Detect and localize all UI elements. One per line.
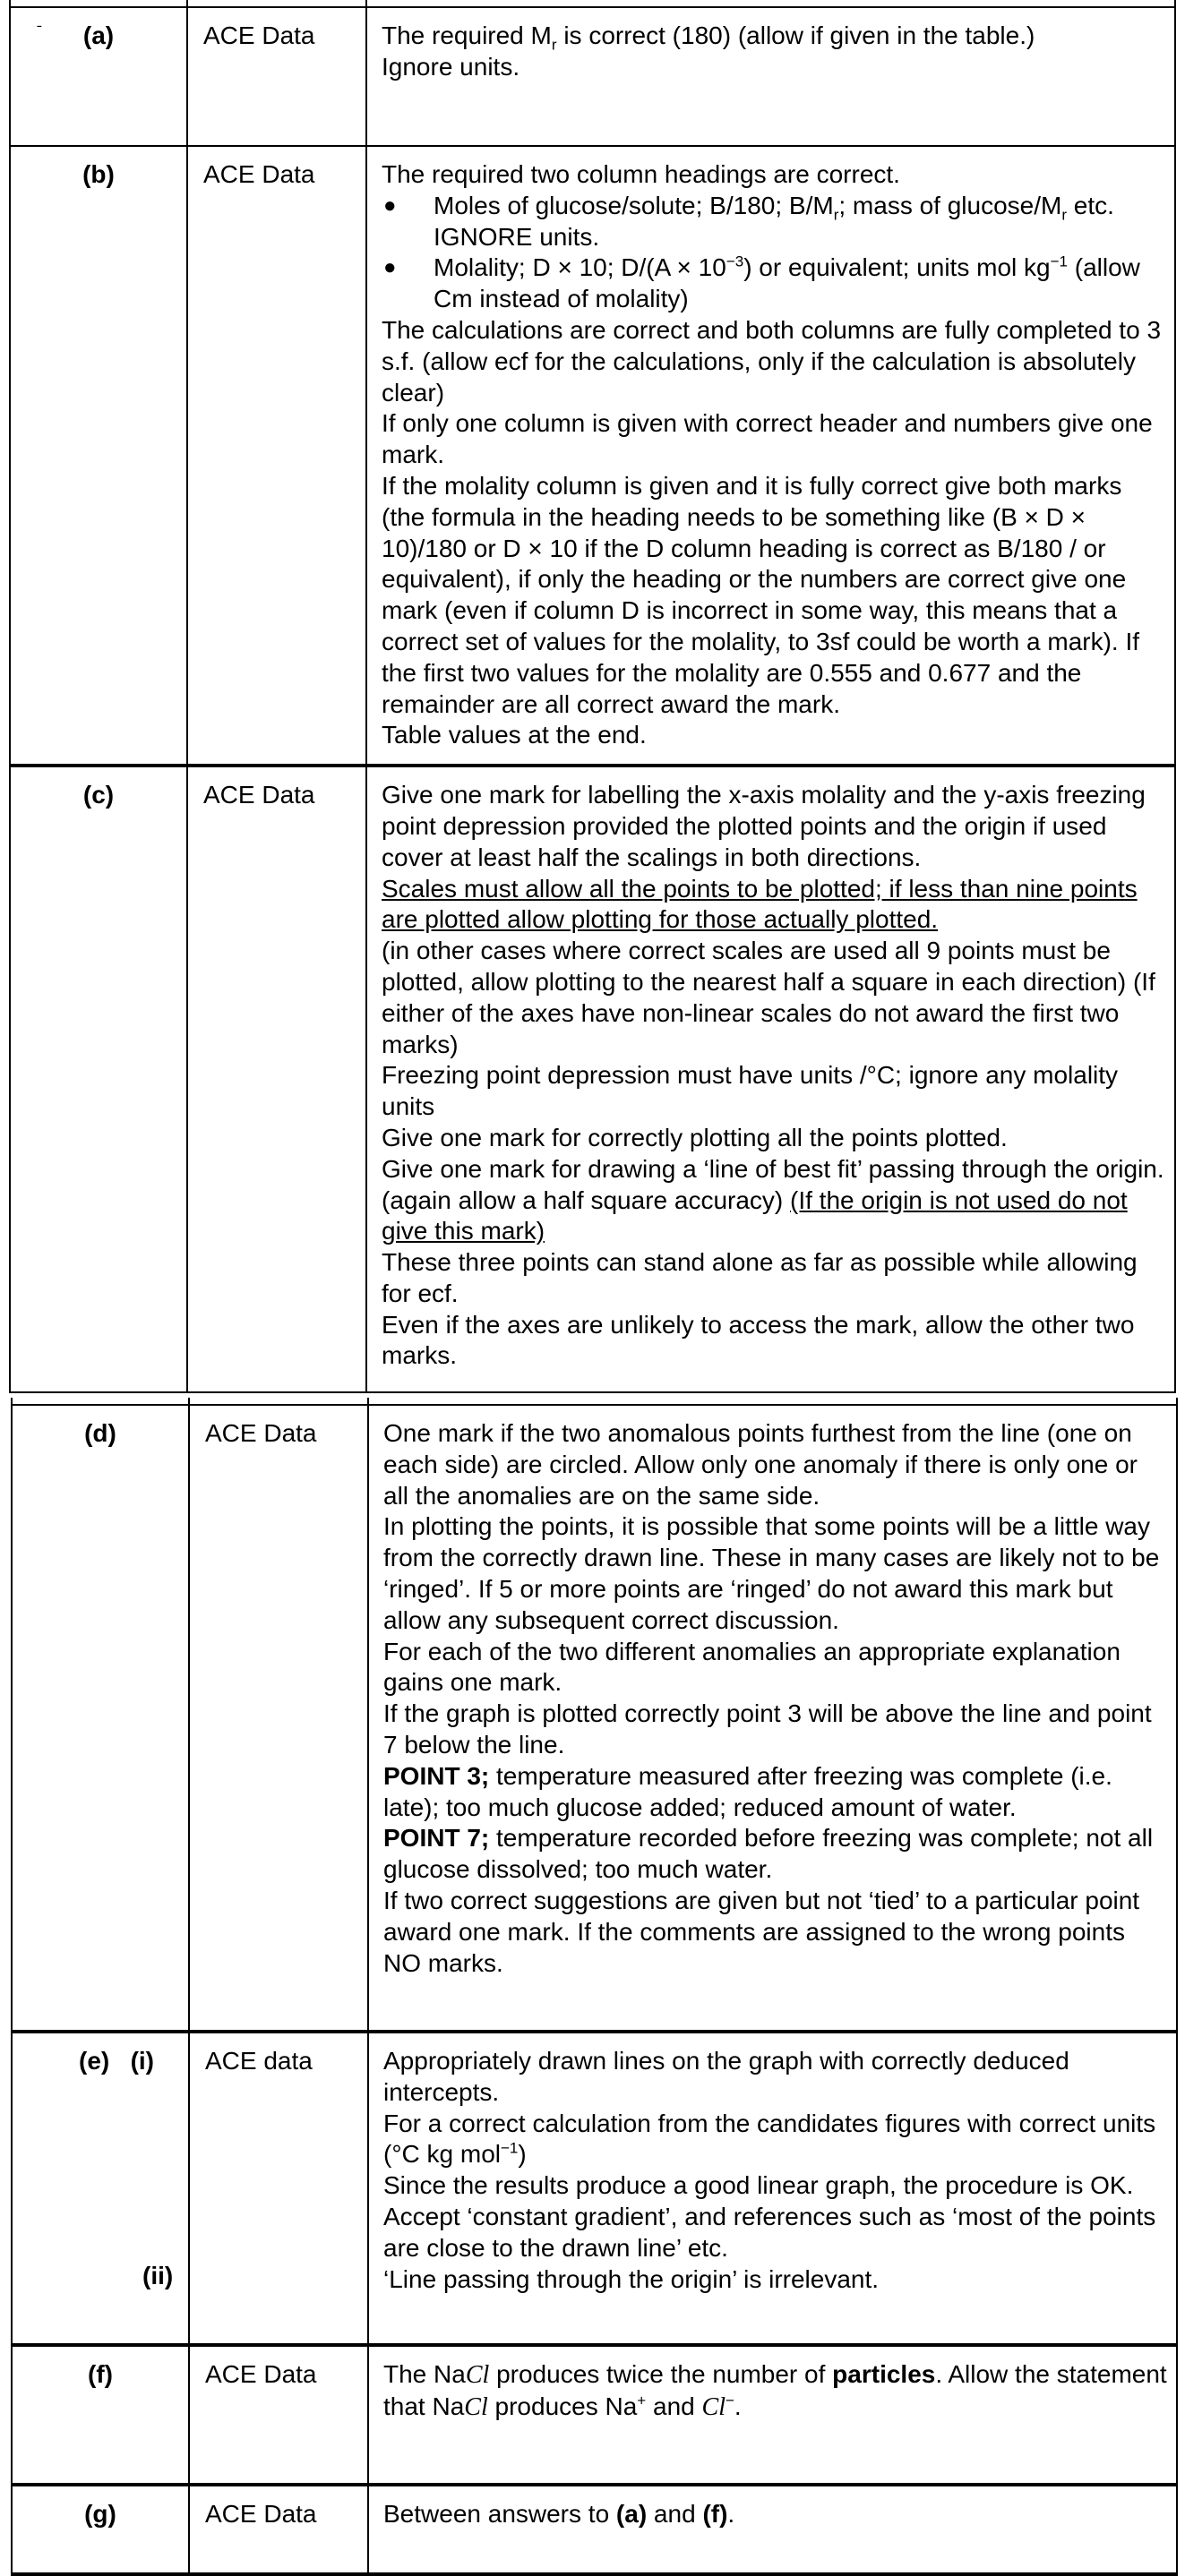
bullet-icon: ● xyxy=(383,255,397,280)
reference-label: ACE Data xyxy=(203,781,315,809)
row-e xyxy=(12,2032,1177,2345)
guidance-paragraph: Between answers to (a) and (f). xyxy=(383,2500,735,2528)
guidance-paragraph: Accept ‘constant gradient’, and references such as ‘most of the points are close to the drawn line’ etc. xyxy=(383,2202,1156,2262)
bottom-border-stub xyxy=(367,2498,369,2512)
guidance-cell xyxy=(366,146,1175,766)
guidance-paragraph: The calculations are correct and both columns are fully completed to 3 s.f. (allow ecf for the calculations, only if the calculation is absolutely clear) xyxy=(382,315,1162,407)
guidance-cell xyxy=(366,766,1175,1392)
reference-cell xyxy=(189,2485,368,2574)
row-c xyxy=(10,766,1175,1392)
guidance-paragraph: Appropriately drawn lines on the graph with correctly deduced intercepts. xyxy=(383,2047,1069,2106)
guidance-paragraph: POINT 7; temperature recorded before freezing was complete; not all glucose dissolved; too much water. xyxy=(383,1824,1154,1884)
guidance-line: Ignore units. xyxy=(382,52,520,81)
guidance-paragraph: In plotting the points, it is possible that some points will be a little way from the correctly drawn line. These in many cases are likely not to be ‘ringed’. If 5 or more points are ‘ringed’ do not award this mark but allow any subsequent correct discussion. xyxy=(383,1512,1160,1634)
guidance-paragraph: One mark if the two anomalous points furthest from the line (one on each side) are circled. Allow only one anomaly if there is only one or all the anomalies are on the same side. xyxy=(383,1419,1138,1510)
row-b xyxy=(10,146,1175,766)
row-f xyxy=(12,2345,1177,2485)
guidance-cell xyxy=(368,2032,1177,2345)
question-label: (e) (i) xyxy=(79,2047,155,2075)
question-label: (b) xyxy=(82,160,115,188)
question-cell xyxy=(12,2345,189,2485)
guidance-cell xyxy=(368,2345,1177,2485)
guidance-paragraph: If only one column is given with correct header and numbers give one mark. xyxy=(382,409,1153,469)
question-label: (g) xyxy=(84,2500,116,2528)
guidance-paragraph: Freezing point depression must have units /°C; ignore any molality units xyxy=(382,1061,1119,1121)
guidance-paragraph-underlined: Scales must allow all the points to be plotted; if less than nine points are plotted allow plotting for those actually plotted. xyxy=(382,874,1138,934)
reference-cell xyxy=(189,1405,368,2032)
guidance-paragraph: If the molality column is given and it is fully correct give both marks (the formula in the heading needs to be something like (B × D × 10)/180 or D × 10 if the D column heading is correct as B/180 / or equivalent), if only the heading or the numbers are correct give one mark (even if column D is incorrect in some way, this means that a correct set of values for the molality, to 3sf could be worth a mark). If the first two values for the molality are 0.555 and 0.677 and the remainder are all correct award the mark. xyxy=(382,471,1140,718)
question-cell xyxy=(12,1405,189,2032)
reference-label: ACE data xyxy=(205,2047,313,2075)
reference-cell xyxy=(187,146,366,766)
guidance-paragraph: These three points can stand alone as far as possible while allowing for ecf. xyxy=(382,1248,1138,1307)
guidance-paragraph: Since the results produce a good linear graph, the procedure is OK. xyxy=(383,2171,1134,2200)
bottom-border-stub xyxy=(1176,2498,1178,2512)
guidance-line: The required $M_r$ is correct (180) (allow if given in the table.) xyxy=(382,21,1035,54)
reference-label: ACE Data xyxy=(205,2360,317,2388)
guidance-paragraph: For each of the two different anomalies an appropriate explanation gains one mark. xyxy=(383,1637,1121,1697)
guidance-paragraph: Give one mark for correctly plotting all the points plotted. xyxy=(382,1123,1008,1151)
question-label: (d) xyxy=(84,1419,116,1447)
bullet-icon: ● xyxy=(383,193,397,218)
reference-cell xyxy=(189,2032,368,2345)
mark-scheme-table-2 xyxy=(11,1404,1178,2576)
guidance-paragraph: Give one mark for drawing a ‘line of best fit’ passing through the origin. (again allow a half square accuracy) (If the origin is not used do not give this mark) xyxy=(382,1154,1164,1245)
list-item: ● Moles of glucose/solute; B/180; $B/M_r$; mass of glucose/$M_r$ etc. IGNORE units. xyxy=(383,191,1114,251)
question-cell xyxy=(12,2032,189,2345)
question-label: (a) xyxy=(82,21,115,49)
question-cell xyxy=(10,7,187,146)
guidance-paragraph: The NaCl produces twice the number of particles. Allow the statement that NaCl produces Na+ and Cl−. xyxy=(383,2360,1167,2421)
guidance-intro: The required two column headings are correct. xyxy=(382,160,900,188)
reference-cell xyxy=(189,2345,368,2485)
guidance-paragraph: Table values at the end. xyxy=(382,721,647,749)
guidance-paragraph: Even if the axes are unlikely to access the mark, allow the other two marks. xyxy=(382,1310,1135,1370)
guidance-cell xyxy=(368,2485,1177,2574)
guidance-paragraph: For a correct calculation from the candidates figures with correct units (°C kg mol$^{-1}$) xyxy=(383,2109,1156,2169)
guidance-cell xyxy=(368,1405,1177,2032)
stray-mark: ˉ xyxy=(37,22,42,40)
guidance-paragraph: Give one mark for labelling the x-axis molality and the y-axis freezing point depression provided the plotted points and the origin if used cover at least half the scalings in both directions. xyxy=(382,781,1146,871)
row-g xyxy=(12,2485,1177,2574)
guidance-paragraph: ‘Line passing through the origin’ is irrelevant. xyxy=(383,2264,880,2293)
reference-label: ACE Data xyxy=(205,2500,317,2528)
row-a xyxy=(10,7,1175,146)
mark-scheme-table-1 xyxy=(9,6,1176,1393)
guidance-paragraph: If the graph is plotted correctly point 3 will be above the line and point 7 below the line. xyxy=(383,1699,1152,1759)
reference-cell xyxy=(187,7,366,146)
question-cell xyxy=(10,146,187,766)
reference-label: ACE Data xyxy=(203,21,315,49)
reference-label: ACE Data xyxy=(203,160,315,188)
subpart-i-label: (i) xyxy=(130,2047,155,2075)
subpart-ii-label: (ii) xyxy=(142,2262,174,2289)
heading-criteria-list xyxy=(382,191,1165,315)
question-label: (c) xyxy=(82,781,115,809)
bottom-border-stub xyxy=(11,2498,13,2512)
question-cell xyxy=(10,766,187,1392)
question-label: (f) xyxy=(88,2360,113,2388)
bottom-border-stub xyxy=(188,2498,190,2512)
row-d xyxy=(12,1405,1177,2032)
guidance-paragraph: If two correct suggestions are given but not ‘tied’ to a particular point award one mark. If the comments are assigned to the wrong points NO marks. xyxy=(383,1886,1140,1977)
guidance-paragraph: POINT 3; temperature measured after freezing was complete (i.e. late); too much glucose added; reduced amount of water. xyxy=(383,1761,1112,1821)
guidance-paragraph: (in other cases where correct scales are used all 9 points must be plotted, allow plotting to the nearest half a square in each direction) (If either of the axes have non-linear scales do not award the first two marks) xyxy=(382,937,1155,1058)
reference-cell xyxy=(187,766,366,1392)
reference-label: ACE Data xyxy=(205,1419,317,1447)
question-cell xyxy=(12,2485,189,2574)
guidance-cell xyxy=(366,7,1175,146)
list-item: ● Molality; D × 10; $D/(A \times 10^{-3})$ or equivalent; units mol $kg^{-1}$ (allow Cm instead of molality) xyxy=(383,253,1140,313)
